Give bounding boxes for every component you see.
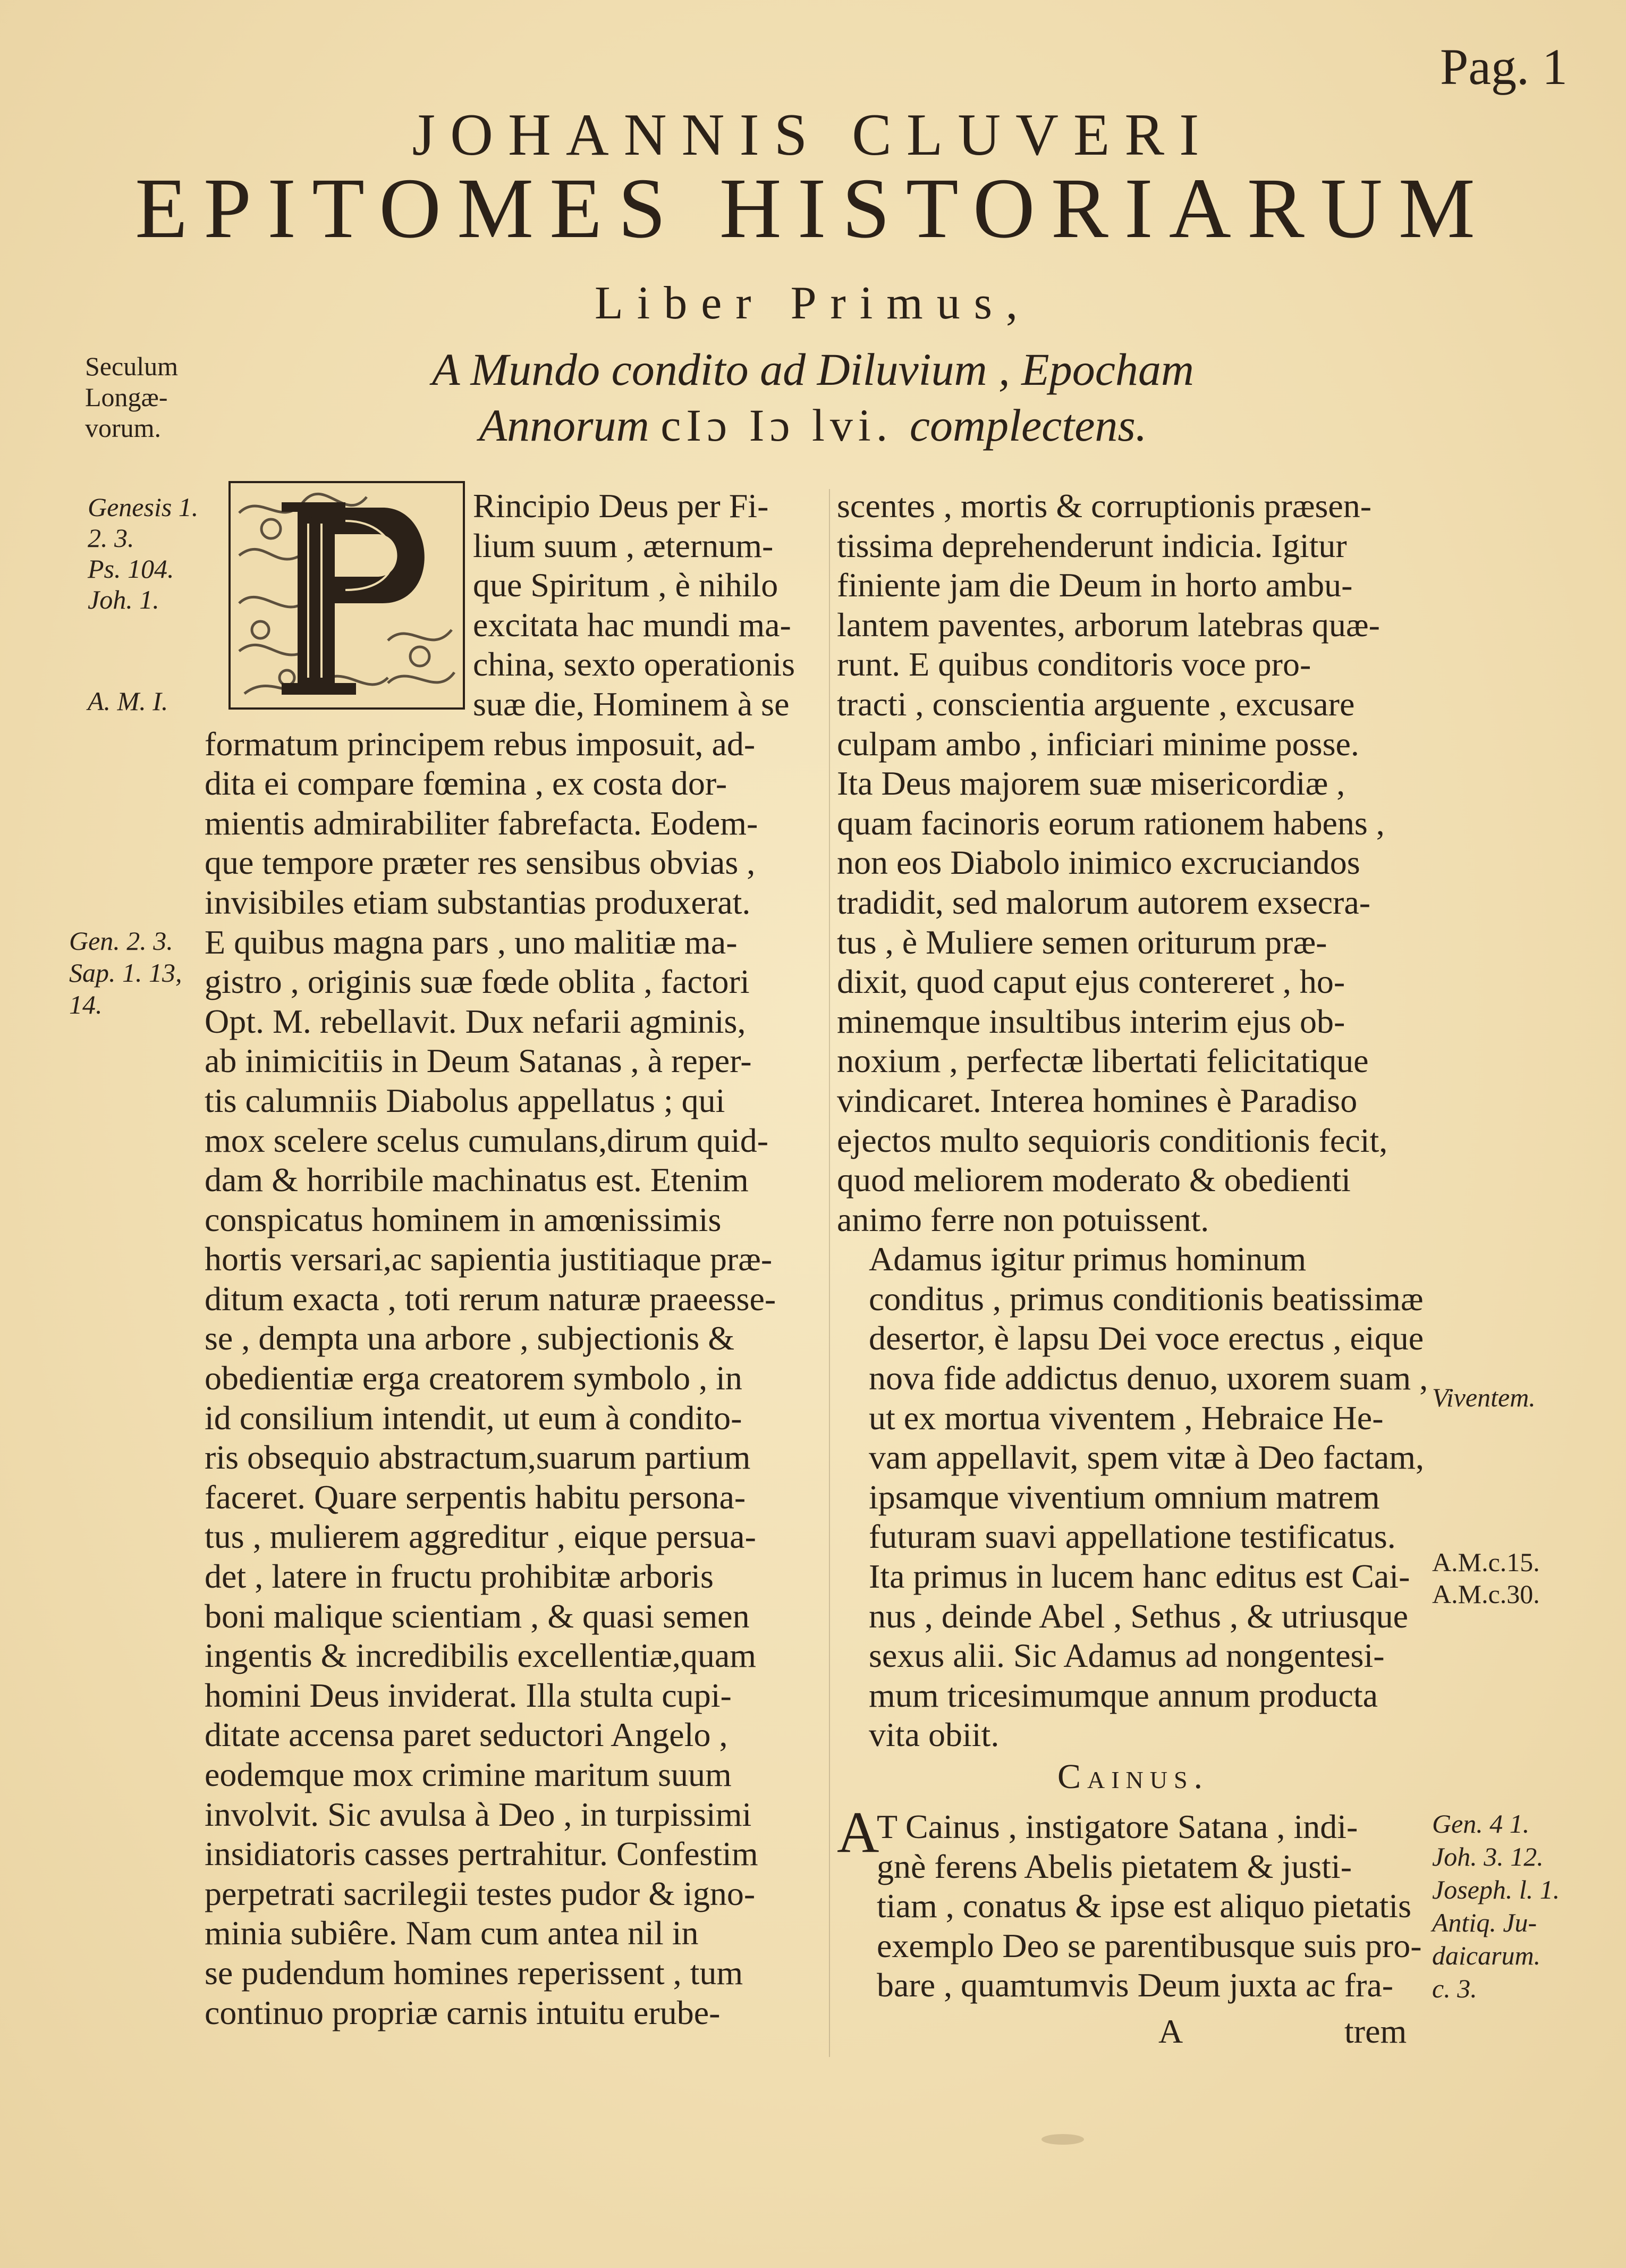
text-line: id consilium intendit, ut eum à condito- bbox=[205, 1398, 742, 1437]
text-line: non eos Diabolo inimico excruciandos bbox=[837, 844, 1360, 882]
margin-note-am-c15: A.M.c.15. bbox=[1432, 1547, 1540, 1577]
cainus-paragraph bbox=[837, 1800, 1429, 2005]
cainus-initial-letter: A bbox=[837, 1800, 879, 1865]
text-line: tis calumniis Diabolus appellatus ; qui bbox=[205, 1081, 725, 1119]
column-divider bbox=[829, 489, 830, 2057]
text-line: finiente jam die Deum in horto ambu- bbox=[837, 566, 1353, 604]
margin-note-am-c30: A.M.c.30. bbox=[1432, 1579, 1540, 1609]
text-line: noxium , perfectæ libertati felicitatique bbox=[837, 1042, 1369, 1080]
text-line: tus , è Muliere semen oriturum præ- bbox=[837, 923, 1327, 961]
text-line: animo ferre non potuissent. bbox=[837, 1200, 1209, 1238]
lines-beside-initial: Rincipio Deus per Fi- lium suum , æternum- que Spiritum , è nihilo excitata hac mundi ma- china, sexto operationis suæ die, Hominem à se bbox=[473, 487, 795, 723]
text-line: minia subiêre. Nam cum antea nil in bbox=[205, 1914, 699, 1952]
right-paragraph-1 bbox=[837, 486, 1429, 1240]
text-line: quod meliorem moderato & obedienti bbox=[837, 1161, 1351, 1199]
text-line: exemplo Deo se parentibusque suis pro- bbox=[877, 1926, 1422, 1965]
text-line: dita ei compare fœmina , ex costa dor- bbox=[205, 764, 727, 803]
text-line: sexus alii. Sic Adamus ad nongentesi- bbox=[869, 1637, 1385, 1675]
text-line: quam facinoris eorum rationem habens , bbox=[837, 804, 1385, 842]
text-line: futuram suavi appellatione testificatus. bbox=[869, 1517, 1396, 1556]
text-line: minemque insultibus interim ejus ob- bbox=[837, 1002, 1345, 1040]
text-line: ipsamque viventium omnium matrem bbox=[869, 1478, 1380, 1516]
text-line: vindicaret. Interea homines è Paradiso bbox=[837, 1081, 1358, 1119]
text-line: obedientiæ erga creatorem symbolo , in bbox=[205, 1359, 742, 1397]
text-line: invisibiles etiam substantias produxerat. bbox=[205, 883, 751, 921]
text-column-left bbox=[205, 486, 821, 2033]
text-line: que tempore præter res sensibus obvias , bbox=[205, 844, 756, 882]
book-title: EPITOMES HISTORIARUM bbox=[135, 161, 1491, 256]
text-line: Adamus igitur primus hominum bbox=[869, 1240, 1307, 1278]
text-line: insidiatoris casses pertrahitur. Confestim bbox=[205, 1835, 758, 1873]
text-line: nova fide addictus denuo, uxorem suam , bbox=[869, 1359, 1428, 1397]
text-line: Ita Deus majorem suæ misericordiæ , bbox=[837, 764, 1345, 803]
text-line: vita obiit. bbox=[869, 1716, 1000, 1754]
text-line: perpetrati sacrilegii testes pudor & igno- bbox=[205, 1874, 756, 1912]
text-line: ris obsequio abstractum,suarum partium bbox=[205, 1438, 751, 1477]
adamus-paragraph bbox=[837, 1240, 1429, 1755]
text-line: vam appellavit, spem vitæ à Deo factam, bbox=[869, 1438, 1424, 1477]
margin-note-gen-joseph: Gen. 4 1. Joh. 3. 12. Joseph. l. 1. Antiq. Ju- daicarum. c. 3. bbox=[1432, 1809, 1560, 2003]
text-line: involvit. Sic avulsa à Deo , in turpissimi bbox=[205, 1795, 752, 1833]
text-line: bare , quamtumvis Deum juxta ac fra- bbox=[877, 1966, 1394, 2004]
text-line: tiam , conatus & ipse est aliquo pietatis bbox=[877, 1887, 1412, 1925]
text-line: formatum principem rebus imposuit, ad- bbox=[205, 724, 756, 763]
text-column-right bbox=[837, 486, 1429, 1755]
catchword: trem bbox=[1344, 2012, 1407, 2050]
text-line: tracti , conscientia arguente , excusare bbox=[837, 685, 1355, 723]
subtitle-part-a: Annorum bbox=[479, 400, 661, 451]
text-line: conditus , primus conditionis beatissimæ bbox=[869, 1279, 1424, 1318]
text-line: mox scelere scelus cumulans,dirum quid- bbox=[205, 1121, 769, 1159]
text-line: ut ex mortua viventem , Hebraice He- bbox=[869, 1398, 1384, 1437]
text-line: homini Deus inviderat. Illa stulta cupi- bbox=[205, 1676, 732, 1714]
text-line: E quibus magna pars , uno malitiæ ma- bbox=[205, 923, 738, 961]
text-line: nus , deinde Abel , Sethus , & utriusque bbox=[869, 1597, 1409, 1635]
book-number-heading: Liber Primus, bbox=[595, 277, 1031, 329]
text-line: dam & horribile machinatus est. Etenim bbox=[205, 1161, 749, 1199]
text-line: Ita primus in lucem hanc editus est Cai- bbox=[869, 1557, 1410, 1596]
signature-mark: A bbox=[1158, 2012, 1183, 2050]
text-line: scentes , mortis & corruptionis præsen- bbox=[837, 487, 1372, 525]
subtitle-line-1: A Mundo condito ad Diluvium , Epocham bbox=[432, 344, 1194, 395]
text-line: se , dempta una arbore , subjectionis & bbox=[205, 1319, 735, 1358]
text-line: ab inimicitiis in Deum Satanas , à reper- bbox=[205, 1042, 752, 1080]
subtitle-part-c: complectens. bbox=[909, 400, 1147, 451]
text-line: ingentis & incredibilis excellentiæ,quam bbox=[205, 1637, 756, 1675]
margin-note-anno-mundi: A. M. I. bbox=[88, 686, 168, 716]
left-paragraph bbox=[205, 724, 821, 2033]
text-line: eodemque mox crimine maritum suum bbox=[205, 1756, 732, 1793]
subtitle-roman-numeral: cIɔ Iɔ lvi. bbox=[660, 400, 910, 451]
text-line: culpam ambo , inficiari minime posse. bbox=[837, 724, 1359, 763]
text-line: mientis admirabiliter fabrefacta. Eodem- bbox=[205, 804, 758, 842]
cainus-lines bbox=[837, 1800, 1429, 2005]
text-line: Opt. M. rebellavit. Dux nefarii agminis, bbox=[205, 1002, 746, 1040]
text-line: gistro , originis suæ fœde oblita , factori bbox=[205, 963, 750, 1001]
margin-note-gen-sap: Gen. 2. 3. Sap. 1. 13, 14. bbox=[69, 926, 182, 1019]
text-line: ditum exacta , toti rerum naturæ praeesse- bbox=[205, 1279, 776, 1318]
text-line: tissima deprehenderunt indicia. Igitur bbox=[837, 526, 1347, 564]
margin-note-viventem: Viventem. bbox=[1432, 1382, 1536, 1412]
text-line: lantem paventes, arborum latebras quæ- bbox=[837, 605, 1380, 644]
margin-note-seculum: Seculum Longæ- vorum. bbox=[85, 351, 178, 443]
author-heading: JOHANNIS CLUVERI bbox=[412, 102, 1214, 168]
text-line: det , latere in fructu prohibitæ arboris bbox=[205, 1557, 714, 1596]
text-line: desertor, è lapsu Dei voce erectus , eique bbox=[869, 1319, 1424, 1358]
ink-smudge bbox=[1041, 2134, 1084, 2145]
text-line: T Cainus , instigatore Satana , indi- bbox=[877, 1808, 1358, 1845]
text-line: dixit, quod caput ejus contereret , ho- bbox=[837, 963, 1345, 1001]
page-number: Pag. 1 bbox=[1440, 38, 1568, 95]
text-line: tus , mulierem aggreditur , eique persua- bbox=[205, 1517, 756, 1556]
text-line: mum tricesimumque annum producta bbox=[869, 1676, 1378, 1714]
text-line: hortis versari,ac sapientia justitiaque præ- bbox=[205, 1240, 773, 1278]
text-line: conspicatus hominem in amœnissimis bbox=[205, 1200, 722, 1238]
margin-note-genesis: Genesis 1. 2. 3. Ps. 104. Joh. 1. bbox=[88, 492, 199, 614]
text-line: continuo propriæ carnis intuitu erube- bbox=[205, 1993, 721, 2031]
text-line: faceret. Quare serpentis habitu persona- bbox=[205, 1478, 746, 1516]
text-line: tradidit, sed malorum autorem exsecra- bbox=[837, 883, 1371, 921]
text-line: ditate accensa paret seductori Angelo , bbox=[205, 1716, 728, 1754]
subtitle-line-2 bbox=[0, 399, 1626, 452]
text-line: se pudendum homines reperissent , tum bbox=[205, 1953, 743, 1992]
text-line: runt. E quibus conditoris voce pro- bbox=[837, 645, 1311, 684]
text-line: boni malique scientiam , & quasi semen bbox=[205, 1597, 750, 1635]
text-line: gnè ferens Abelis pietatem & justi- bbox=[877, 1847, 1352, 1885]
section-heading-cainus: Cainus. bbox=[1057, 1757, 1209, 1796]
text-line: ejectos multo sequioris conditionis fecit, bbox=[837, 1121, 1388, 1159]
